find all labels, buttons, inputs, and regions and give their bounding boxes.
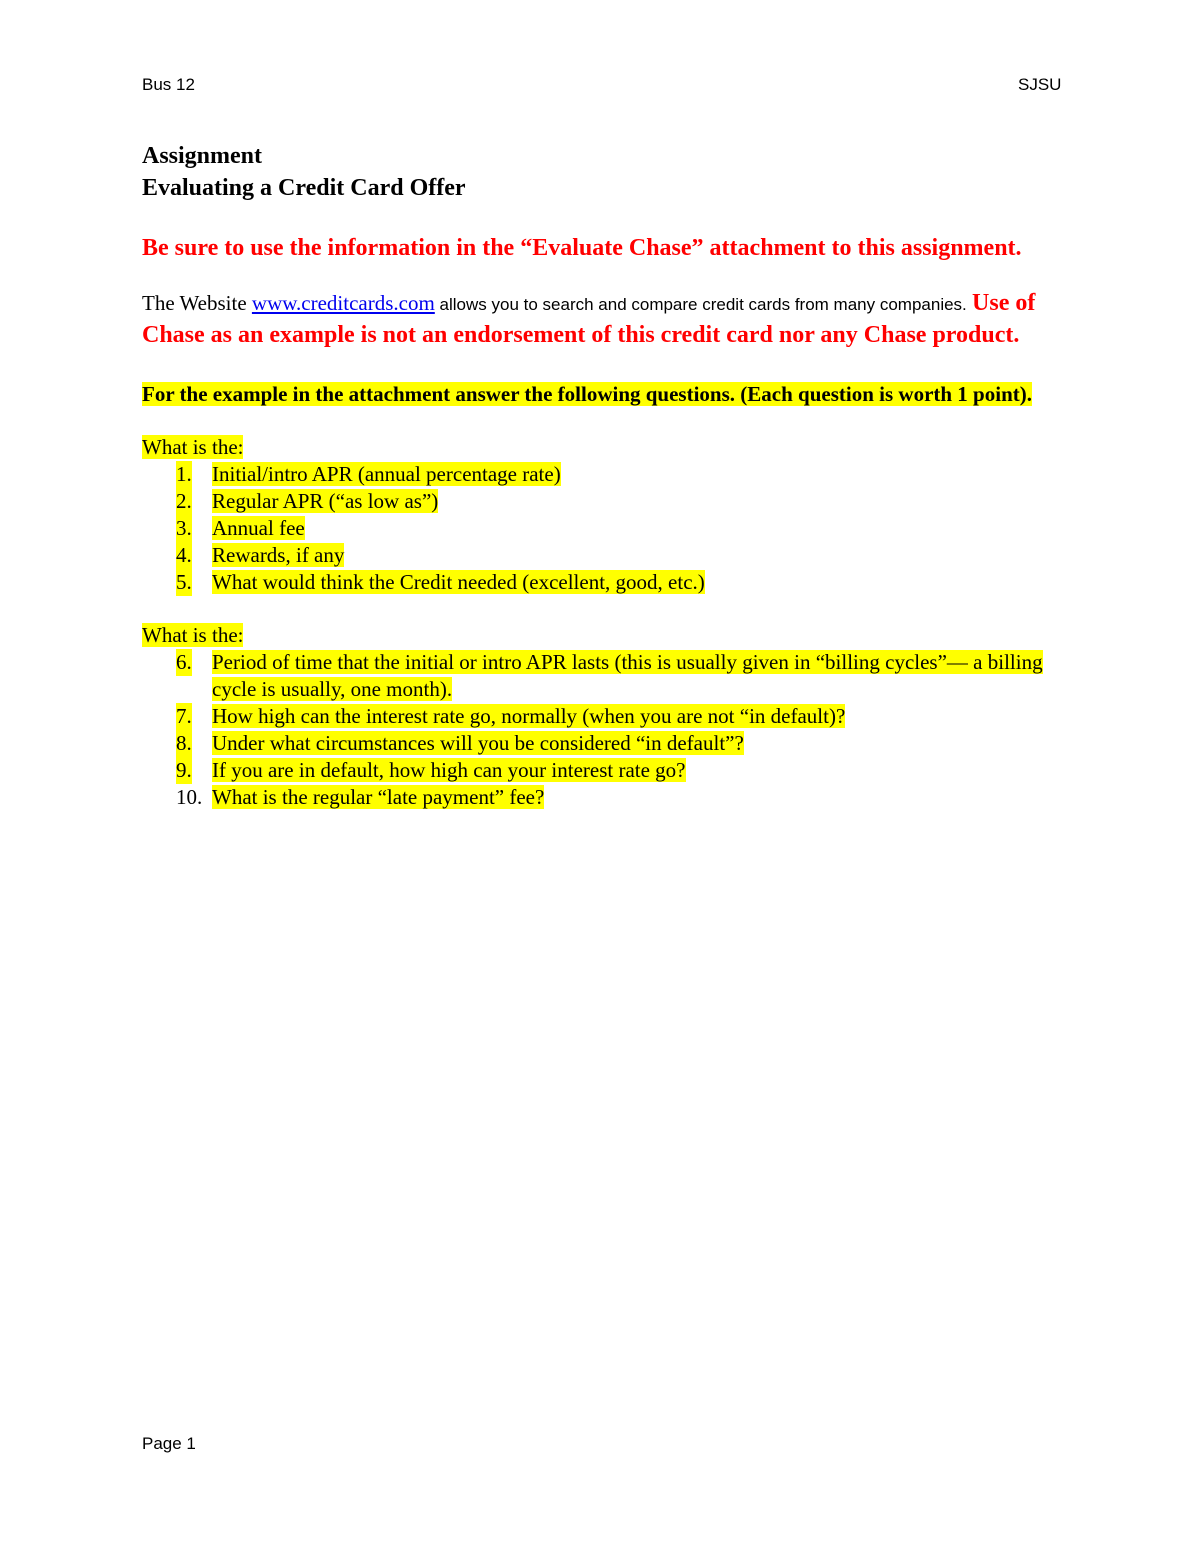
intro-prefix: The Website xyxy=(142,291,252,315)
item-number: 10. xyxy=(176,785,203,809)
item-number: 1. xyxy=(176,462,192,486)
list-item xyxy=(142,649,1060,703)
item-number: 8. xyxy=(176,731,192,755)
section-1-lead: What is the: xyxy=(142,435,244,459)
header-school: SJSU xyxy=(1018,75,1062,94)
item-text: Rewards, if any xyxy=(212,543,345,567)
title-line-2: Evaluating a Credit Card Offer xyxy=(142,175,466,201)
list-item xyxy=(142,569,1060,596)
question-list-1 xyxy=(142,461,1060,596)
item-text: Under what circumstances will you be considered “in default”? xyxy=(212,731,744,755)
section-2-lead: What is the: xyxy=(142,623,244,647)
item-number: 9. xyxy=(176,758,192,782)
item-number: 6. xyxy=(176,650,192,674)
list-item xyxy=(142,488,1060,515)
list-item xyxy=(142,515,1060,542)
item-number: 7. xyxy=(176,704,192,728)
header-course: Bus 12 xyxy=(142,75,195,94)
list-item xyxy=(142,757,1060,784)
item-number: 2. xyxy=(176,489,192,513)
intro-middle: allows you to search and compare credit cards from many companies. xyxy=(434,295,967,314)
item-text: What is the regular “late payment” fee? xyxy=(212,785,545,809)
document-body xyxy=(142,140,1060,811)
item-text: What would think the Credit needed (excellent, good, etc.) xyxy=(212,570,705,594)
item-number: 3. xyxy=(176,516,192,540)
item-number: 4. xyxy=(176,543,192,567)
page-number: Page 1 xyxy=(142,1434,196,1453)
list-item xyxy=(142,542,1060,569)
list-item xyxy=(142,784,1060,811)
question-list-2 xyxy=(142,649,1060,811)
instructions xyxy=(142,381,1060,408)
item-text: Regular APR (“as low as”) xyxy=(212,489,439,513)
intro-paragraph xyxy=(142,288,1060,351)
list-item xyxy=(142,461,1060,488)
title-line-1: Assignment xyxy=(142,143,263,169)
question-section-1 xyxy=(142,434,1060,596)
item-text: If you are in default, how high can your interest rate go? xyxy=(212,758,686,782)
list-item xyxy=(142,703,1060,730)
item-text: Initial/intro APR (annual percentage rate) xyxy=(212,462,561,486)
item-text: Period of time that the initial or intro APR lasts (this is usually given in “billing cycles”— a billing cycle is usually, one month). xyxy=(212,650,1043,701)
item-number: 5. xyxy=(176,570,192,594)
instructions-text: For the example in the attachment answer the following questions. (Each question is worth 1 point). xyxy=(142,382,1032,406)
creditcards-link[interactable]: www.creditcards.com xyxy=(251,291,435,315)
warning-text: Be sure to use the information in the “Evaluate Chase” attachment to this assignment. xyxy=(142,235,1022,261)
item-text: How high can the interest rate go, normally (when you are not “in default)? xyxy=(212,704,846,728)
item-text: Annual fee xyxy=(212,516,305,540)
list-item xyxy=(142,730,1060,757)
question-section-2 xyxy=(142,622,1060,811)
endorsement-disclaimer: Use of Chase as an example is not an endorsement of this credit card nor any Chase product. xyxy=(142,290,1036,348)
